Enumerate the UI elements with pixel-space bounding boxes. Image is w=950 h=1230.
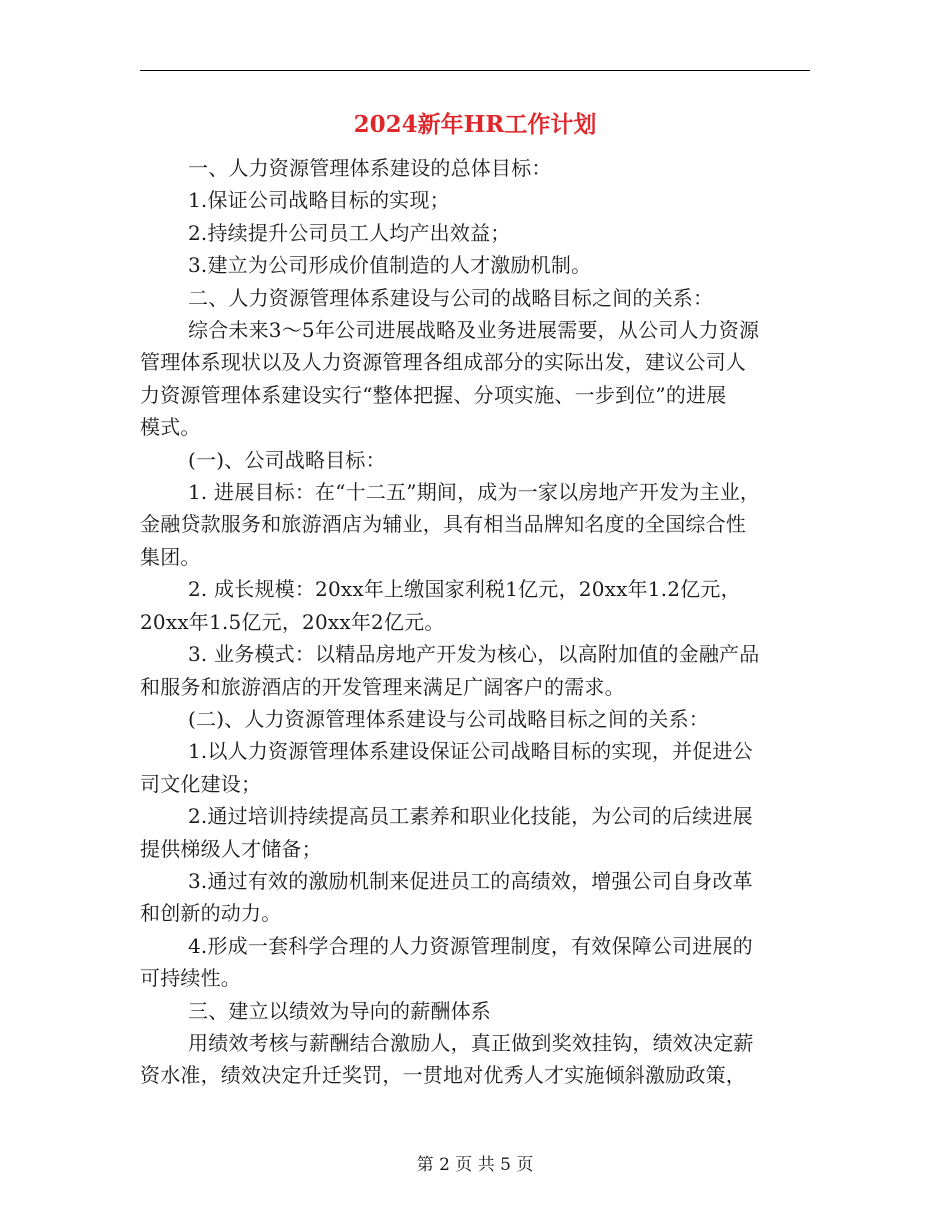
paragraph-13: 2.通过培训持续提高员工素养和职业化技能，为公司的后续进展 提供梯级人才储备； [140,804,753,861]
document-body [140,152,810,1092]
paragraph-17: 用绩效考核与薪酬结合激励人，真正做到奖效挂钩，绩效决定薪 资水准，绩效决定升迁奖罚，一贯地对优秀人才实施倾斜激励政策， [140,1030,754,1088]
document-title: 2024新年HR工作计划 [353,111,597,138]
paragraph-12: 1.以人力资源管理体系建设保证公司战略目标的实现，并促进公 司文化建设； [140,739,753,796]
paragraph-11: (二)、人力资源管理体系建设与公司战略目标之间的关系： [188,706,710,731]
paragraph-10: 3. 业务模式：以精品房地产开发为核心，以高附加值的金融产品 和服务和旅游酒店的开发管理来满足广阔客户的需求。 [140,642,760,699]
paragraph-8: 1. 进展目标：在“十二五”期间，成为一家以房地产开发为主业， 金融贷款服务和旅游酒店为辅业，具有相当品牌知名度的全国综合性 集团。 [140,480,761,569]
paragraph-14: 3.通过有效的激励机制来促进员工的高绩效，增强公司自身改革 和创新的动力。 [140,868,753,926]
paragraph-5: 二、人力资源管理体系建设与公司的战略目标之间的关系： [188,285,714,310]
paragraph-15: 4.形成一套科学合理的人力资源管理制度，有效保障公司进展的 可持续性。 [140,933,753,991]
page-footer: 第 2 页 共 5 页 [416,1155,534,1175]
paragraph-6: 综合未来3～5年公司进展战略及业务进展需要，从公司人力资源 管理体系现状以及人力资源管理各组成部分的实际出发，建议公司人 力资源管理体系建设实行“整体把握、分项实施、一步到位”的进展 模式。 [140,318,760,440]
paragraph-9: 2. 成长规模：20xx年上缴国家利税1亿元，20xx年1.2亿元， 20xx年1.5亿元，20xx年2亿元。 [140,577,741,634]
paragraph-16: 三、建立以绩效为导向的薪酬体系 [188,998,491,1023]
paragraph-1: 一、人力资源管理体系建设的总体目标： [188,156,552,180]
paragraph-2: 1.保证公司战略目标的实现； [188,188,450,213]
paragraph-4: 3.建立为公司形成价值制造的人才激励机制。 [188,253,592,278]
paragraph-3: 2.持续提升公司员工人均产出效益； [188,220,511,245]
paragraph-7: (一)、公司战略目标： [188,447,386,472]
header-rule [140,70,810,71]
